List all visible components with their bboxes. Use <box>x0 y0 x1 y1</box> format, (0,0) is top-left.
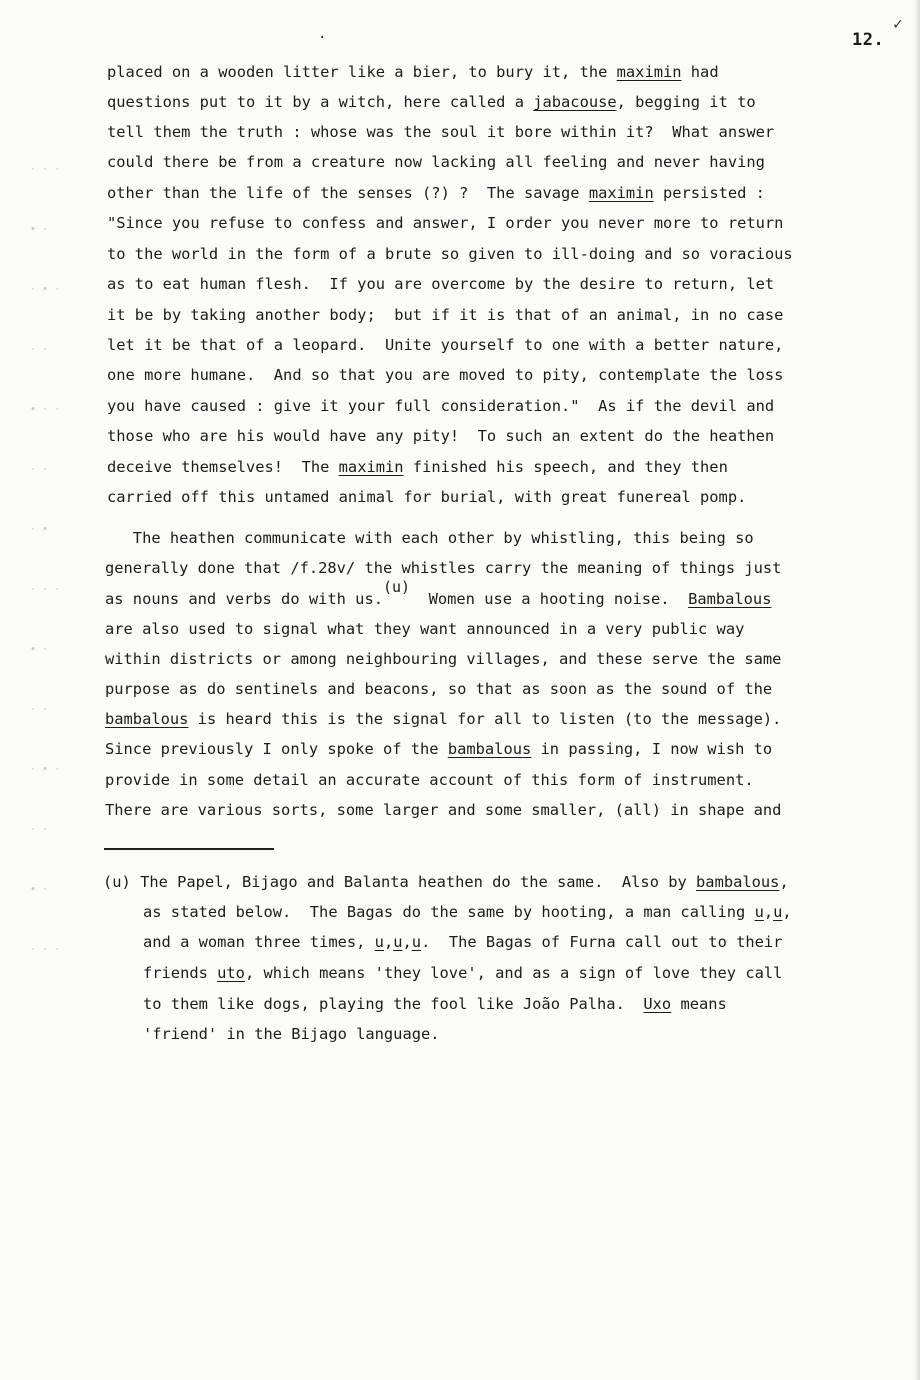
text-line: one more humane. And so that you are moved to pity, contemplate the loss <box>107 366 784 384</box>
footnote-line: 'friend' in the Bijago language. <box>143 1025 440 1043</box>
text-line: The heathen communicate with each other by whistling, this being so <box>105 529 754 547</box>
text-line: as to eat human flesh. If you are overcome by the desire to return, let <box>107 275 775 293</box>
text-line: Since previously I only spoke of the bambalous in passing, I now wish to <box>105 740 773 758</box>
text-line: to the world in the form of a brute so given to ill-doing and so voracious <box>107 245 793 263</box>
page-number: 12. <box>852 30 885 50</box>
text-line: There are various sorts, some larger and some smaller, (all) in shape and <box>105 801 782 819</box>
margin-specks: · · · ∙ · · ∙ · · · ∙ · · · · · ∙ · · · ∙ · · · · ∙ · · · ∙ · · · · <box>30 164 61 955</box>
text-line: deceive themselves! The maximin finished his speech, and they then <box>107 458 728 476</box>
text-line: questions put to it by a witch, here called a jabacouse, begging it to <box>107 93 756 111</box>
footnote-line: as stated below. The Bagas do the same by hooting, a man calling u,u, <box>143 903 792 921</box>
text-line: tell them the truth : whose was the soul it bore within it? What answer <box>107 123 775 141</box>
stray-dot: · <box>318 30 327 46</box>
footnote-line: friends uto, which means 'they love', and as a sign of love they call <box>143 964 783 982</box>
text-line: other than the life of the senses (?) ? The savage maximin persisted : <box>107 184 765 202</box>
text-line: it be by taking another body; but if it is that of an animal, in no case <box>107 306 784 324</box>
text-line: "Since you refuse to confess and answer, I order you never more to return <box>107 214 784 232</box>
footnote-line: and a woman three times, u,u,u. The Bagas of Furna call out to their <box>143 933 783 951</box>
text-line: bambalous is heard this is the signal for all to listen (to the message). <box>105 710 782 728</box>
text-line: could there be from a creature now lacking all feeling and never having <box>107 153 765 171</box>
corner-check-mark: ✓ <box>893 14 903 33</box>
text-line: those who are his would have any pity! To such an extent do the heathen <box>107 427 775 445</box>
page-edge-shadow <box>914 0 920 1380</box>
text-line: placed on a wooden litter like a bier, to bury it, the maximin had <box>107 63 719 81</box>
text-line: are also used to signal what they want announced in a very public way <box>105 620 745 638</box>
text-line: purpose as do sentinels and beacons, so that as soon as the sound of the <box>105 680 773 698</box>
text-line: provide in some detail an accurate account of this form of instrument. <box>105 771 754 789</box>
text-line: generally done that /f.28v/ the whistles carry the meaning of things just <box>105 559 782 577</box>
text-line: let it be that of a leopard. Unite yourself to one with a better nature, <box>107 336 784 354</box>
footnote-line: (u) The Papel, Bijago and Balanta heathen do the same. Also by bambalous, <box>103 873 789 891</box>
text-line: carried off this untamed animal for burial, with great funereal pomp. <box>107 488 747 506</box>
footnote-line: to them like dogs, playing the fool like João Palha. Uxo means <box>143 995 727 1013</box>
text-line: you have caused : give it your full consideration." As if the devil and <box>107 397 775 415</box>
footnote-divider <box>104 848 274 850</box>
footnote-ref[interactable]: (u) <box>382 578 411 596</box>
text-line: within districts or among neighbouring villages, and these serve the same <box>105 650 782 668</box>
text-line: as nouns and verbs do with us.(u) Women use a hooting noise. Bambalous <box>105 578 772 608</box>
